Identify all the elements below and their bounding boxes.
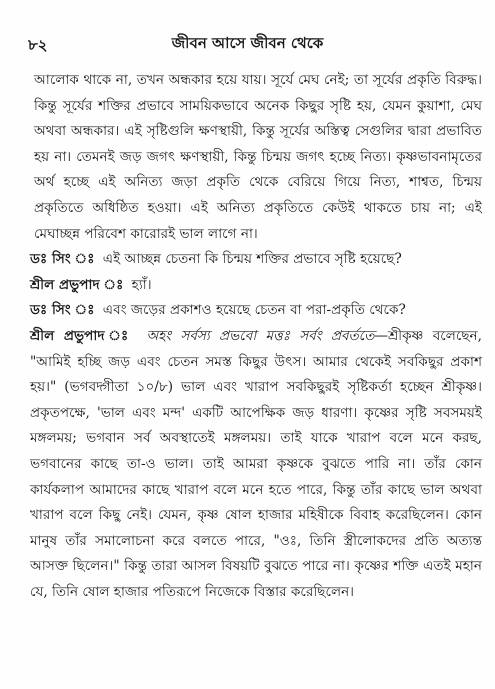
dialog-text: এই আচ্ছন্ন চেতনা কি চিন্ময় শক্তির প্রভাবে সৃষ্টি হয়েছে?: [102, 251, 402, 268]
dialog-text: হ্যাঁ।: [131, 276, 152, 293]
intro-paragraph: আলোক থাকে না, তখন অন্ধকার হয়ে যায়। সূর্যে মেঘ নেই; তা সূর্যের প্রকৃতি বিরুদ্ধ। কিন্তু সূর্যের শক্তির প্রভাবে সাময়িকভাবে অনেক কিছুর সৃষ্টি হয়, যেমন কুয়াশা, মেঘ অথবা অন্ধকার। এই সৃষ্টিগুলি ক্ষণস্থায়ী, কিন্তু সূর্যের অস্তিত্ব সেগুলির দ্বারা প্রভাবিত হয় না। তেমনই জড় জগৎ ক্ষণস্থায়ী, কিন্তু চিন্ময় জগৎ হচ্ছে নিত্য। কৃষ্ণভাবনামৃতের অর্থ হচ্ছে এই অনিত্য জড়া প্রকৃতি থেকে বেরিয়ে গিয়ে নিত্য, শাশ্বত, চিন্ময় প্রকৃতিতে অধিষ্ঠিত হওয়া। এই অনিত্য প্রকৃতিতে কেউই থাকতে চায় না; এই মেঘাচ্ছন্ন পরিবেশ কারোরই ভাল লাগে না।: [34, 72, 482, 242]
running-title: জীবন আসে জীবন থেকে: [171, 34, 324, 52]
speaker-label: ডঃ সিং ঃ: [30, 302, 95, 319]
page-header: [0, 28, 495, 52]
speaker-label: ডঃ সিং ঃ: [30, 251, 95, 268]
speaker-label: শ্রীল প্রভুপাদ ঃ: [30, 276, 124, 293]
dialog-line-3: [30, 298, 482, 324]
dialog-line-4: [30, 324, 482, 606]
speaker-label: শ্রীল প্রভুপাদ ঃ: [30, 327, 134, 344]
page-number: ৮২: [28, 36, 48, 54]
dialog-line-1: [30, 247, 482, 273]
sanskrit-quote: অহং সর্বস্য প্রভবো মত্তঃ সর্বং প্রবর্ততে: [146, 327, 375, 344]
dialog-text: —শ্রীকৃষ্ণ বলেছেন, "আমিই হচ্ছি জড় এবং চেতন সমস্ত কিছুর উৎস। আমার থেকেই সবকিছুর প্রকাশ হয়।" (ভগবদ্গীতা ১০/৮) ভাল এবং খারাপ সবকিছুরই সৃষ্টিকর্তা হচ্ছেন শ্রীকৃষ্ণ। প্রকৃতপক্ষে, 'ভাল এবং মন্দ' একটি আপেক্ষিক জড় ধারণা। কৃষ্ণের সৃষ্টি সবসময়ই মঙ্গলময়; ভগবান সর্ব অবস্থাতেই মঙ্গলময়। তাই যাকে খারাপ বলে মনে করছ, ভগবানের কাছে তা-ও ভাল। তাই আমরা কৃষ্ণকে বুঝতে পারি না। তাঁর কোন কার্যকলাপ আমাদের কাছে খারাপ বলে মনে হতে পারে, কিন্তু তাঁর কাছে ভাল অথবা খারাপ বলে কিছু নেই। যেমন, কৃষ্ণ ষোল হাজার মহিষীকে বিবাহ করেছিলেন। কোন মানুষ তাঁর সমালোচনা করে বলতে পারে, "ওঃ, তিনি স্ত্রীলোকদের প্রতি অত্যন্ত আসক্ত ছিলেন।" কিন্তু তারা আসল বিষয়টি বুঝতে পারে না। কৃষ্ণের শক্তি এতই মহান যে, তিনি ষোল হাজার পতিরূপে নিজেকে বিস্তার করেছিলেন।: [30, 327, 482, 600]
body-text: [30, 68, 482, 605]
dialog-text: এবং জড়ের প্রকাশও হয়েছে চেতন বা পরা-প্রকৃতি থেকে?: [102, 302, 406, 319]
dialog-line-2: [30, 273, 482, 299]
